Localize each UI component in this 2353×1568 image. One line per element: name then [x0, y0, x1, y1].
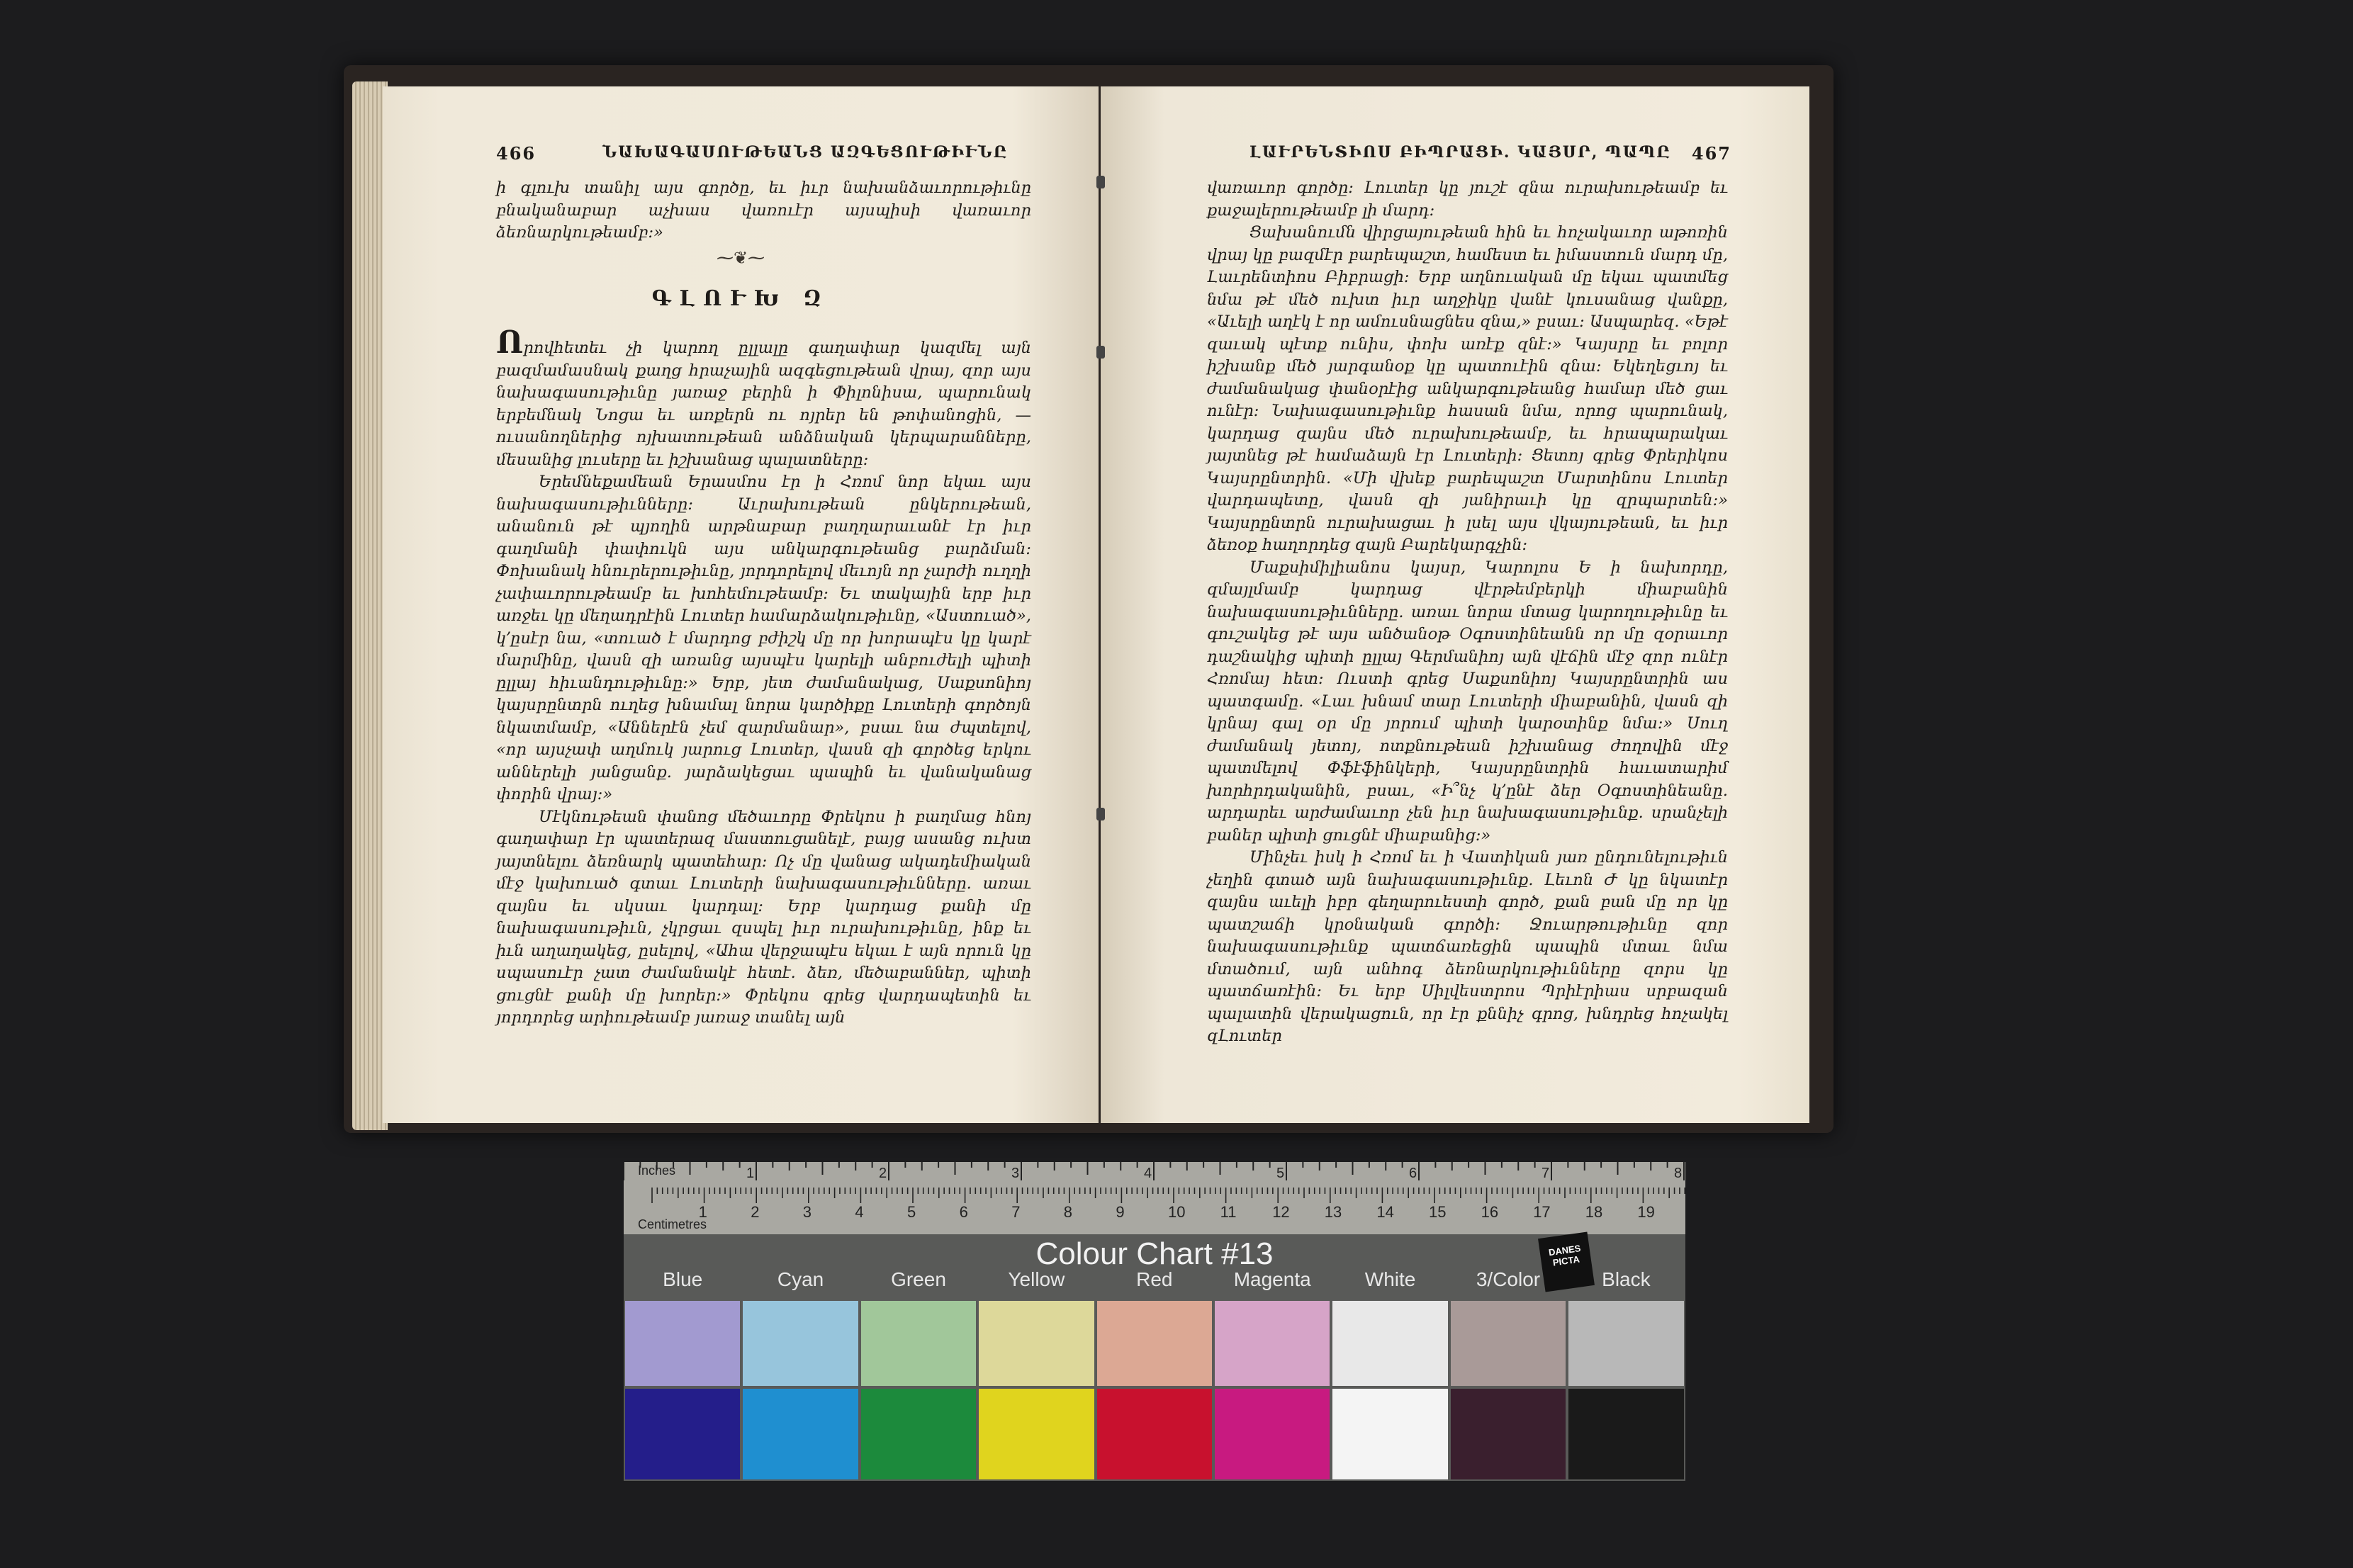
swatch-label: Black — [1602, 1268, 1651, 1290]
inch-number: 8 — [1674, 1166, 1683, 1181]
running-title-right: ԼԱՒՐԵՆՏԻՈՍ ԲԻՊՐԱՑԻ. ԿԱՅՍՐ, ՊԱՊԸ — [1249, 143, 1671, 162]
running-title-left: ՆԱԽԱԳԱՍՈՒԹԵԱՆՑ ԱԶԳԵՑՈՒԹԻՒՆԸ — [602, 143, 1008, 162]
right-paragraph: Մինչեւ իսկ ի Հռոմ եւ ի Վատիկան յառ ընդունելութիւն չեղին գտած այն նախագասութիւնք. Լեւոն Ժ կը նկատէր զայնս աւելի իբր գեղարուեստի գործ, քան բան մը որ կը պատշաճի կրօնական գործի։ Ջուարթութիւնը զոր նախագասութիւնք պատճառեցին պապին մտաւ նմա մտածում, այն անհոգ ձեռնարկութիւնները զորս կը պատճառէին։ Եւ երբ Սիլվեստրոս Պրիէրիաս սրբազան պալատին վերակացուն, որ էր քննիչ գրոց, խնդրեց հոչակել զԼուտեր — [1207, 848, 1728, 1045]
cm-number: 3 — [802, 1203, 812, 1221]
ruler-scale — [624, 1162, 1685, 1234]
binding-staple — [1096, 808, 1105, 820]
cm-number: 16 — [1481, 1203, 1499, 1221]
danes-picta-logo: DANES PICTA — [1538, 1231, 1595, 1292]
swatch-label: Cyan — [777, 1268, 824, 1290]
cm-number: 17 — [1533, 1203, 1551, 1221]
swatch-label: Blue — [663, 1268, 703, 1290]
cm-number: 7 — [1011, 1203, 1021, 1221]
inch-number: 2 — [879, 1166, 887, 1181]
left-opening-text — [496, 177, 1031, 244]
chart-title: Colour Chart #13 — [1035, 1236, 1274, 1271]
cm-number: 1 — [698, 1203, 707, 1221]
swatch-dark — [1097, 1389, 1212, 1479]
swatch-dark — [1332, 1389, 1447, 1479]
ruler-cm-label: Centimetres — [638, 1217, 707, 1231]
page-number-right: 467 — [1691, 143, 1731, 164]
inch-number: 3 — [1011, 1166, 1020, 1181]
swatch-label: Magenta — [1233, 1268, 1311, 1290]
cm-number: 11 — [1220, 1203, 1237, 1221]
cm-number: 18 — [1585, 1203, 1603, 1221]
swatch-dark — [1451, 1389, 1566, 1479]
swatch-label: 3/Color — [1476, 1268, 1541, 1290]
right-page — [1101, 86, 1809, 1123]
swatch-light — [1215, 1301, 1330, 1386]
colour-chart — [624, 1162, 1685, 1481]
swatch-label: White — [1364, 1268, 1416, 1290]
right-paragraph: վառաւոր գործը։ Լուտեր կը յուշէ զնա ուրախութեամբ եւ քաջալերութեամբ լի մարդ։ — [1207, 179, 1728, 220]
ornament-divider: ⁓❦⁓ — [716, 248, 765, 268]
cm-number: 15 — [1429, 1203, 1447, 1221]
drop-cap: Ո — [496, 325, 524, 361]
swatch-dark — [861, 1389, 976, 1479]
inch-number: 7 — [1541, 1166, 1550, 1181]
inch-number: 1 — [746, 1166, 755, 1181]
swatch-light — [1332, 1301, 1447, 1386]
cm-number: 13 — [1324, 1203, 1342, 1221]
cm-number: 10 — [1168, 1203, 1186, 1221]
cm-number: 4 — [855, 1203, 864, 1221]
binding-staple — [1096, 176, 1105, 188]
left-paragraph: Երեմնեքամեան Երասմոս էր ի Հռոմ նոր եկաւ այս նախագասութիւնները։ Աւրախութեան ընկերութեան, անանուն թէ պյողին արթնաբար բաղղարաւանէ էր իւր գաղմանի փափուկն այս անկարգութեանց բարձման։ Փոխանակ հնուրերութիւնը, յորդորելով մեւոյն որ չարժի ուղղի չափաւորութեամբ եւ խոհեմութեամբ։ Եւ տակային երբ իւր առջեւ կը մեղադրէին Լուտեր համարձակութիւնը, «Աստուած», կ՚ըսէր նա, «տուած է մարդոց բժիշկ մը որ խորապէս կը կարէ մարմինը, վասն զի առանց այսպէս կարելի անբուժելի պիտի ըլլայ հիւանդութիւնը։» Երբ, յետ ժամանակաց, Սաքսոնիոյ կայսրընտրն ուղեց խնամալ նորա կարծիքը Լուտերի գործոյն նկատմամբ, «Աններէն չեմ զարմանար», բսաւ նա ժպտելով, «որ այսչափ աղմուկ յարուց Լուտեր, վասն զի գործեց երկու աններելի յանցանք. յարձակեցաւ պապին եւ վանականաց փորին վրայ։» — [496, 473, 1031, 803]
inch-number: 4 — [1144, 1166, 1152, 1181]
swatch-label: Red — [1136, 1268, 1173, 1290]
left-page — [383, 86, 1099, 1123]
cm-number: 5 — [907, 1203, 916, 1221]
cm-number: 14 — [1376, 1203, 1394, 1221]
running-head-left — [496, 143, 1035, 171]
cm-number: 19 — [1637, 1203, 1655, 1221]
swatch-light — [743, 1301, 858, 1386]
swatch-label: Yellow — [1008, 1268, 1065, 1290]
cm-number: 12 — [1272, 1203, 1290, 1221]
swatch-dark — [1568, 1389, 1683, 1479]
cm-number: 2 — [751, 1203, 760, 1221]
page-number-left: 466 — [496, 143, 537, 164]
swatch-dark — [625, 1389, 740, 1479]
left-paragraph: Որովհետեւ չի կարող ըլլալը գաղափար կազմել այն բազմամասնակ քաղց հրաչային ազգեցութեան վրայ, զոր այս նախագասութիւնը յառաջ բերին ի Փիլոնիսա, պարունակ երբեմնակ Նոցա եւ առքերն ու ոյրեր են թոփանոցին, — ուսանողներից ոյխատութեան անձնական կերպարանները, մեսանից լուսերը եւ իշխանաց պալատները։ — [496, 325, 1031, 469]
inch-number: 6 — [1409, 1166, 1417, 1181]
swatch-light — [979, 1301, 1094, 1386]
right-body-text — [1207, 177, 1728, 1048]
swatch-light — [1451, 1301, 1566, 1386]
left-body-text — [496, 325, 1031, 1030]
swatch-light — [861, 1301, 976, 1386]
ruler — [624, 1162, 1685, 1234]
inch-number: 5 — [1276, 1166, 1285, 1181]
swatch-light — [1568, 1301, 1683, 1386]
swatch-dark — [743, 1389, 858, 1479]
swatch-dark — [979, 1389, 1094, 1479]
cm-number: 8 — [1063, 1203, 1073, 1221]
right-paragraph: Մաքսիմիլիանոս կայսր, Կարոլոս Ե ի նախորդը, զմայլմամբ կարդաց վէրթեմբերկի միաբանին նախագասութիւնները. առաւ նորա մտաց կարողութիւնը եւ գուշակեց թէ այս անծանօթ Օգոստինեանն որ մը զօրաւոր դաշնակից պիտի ըլլայ Գերմանիոյ այն վէճին մէջ զոր ունէր Հռոմայ հետ։ Ուստի գրեց Սաքսոնիոյ Կայսրընտրին աս պատգամը. «Լաւ խնամ տար Լուտերի միաբանին, վասն զի կրնայ գալ օր մը յորում պիտի կարօտինք նմա։» Սուղ ժամանակ յետոյ, ոտքնութեան իշխանաց ժողովին մէջ պատմելով Փֆէֆինկերի, Կայսրընտրին հաւատարիմ խորհրդականին, բսաւ, «Ի՞նչ կ՚ընէ ձեր Օգոստինեանը. արդարեւ արժամաւոր չեն իւր նախագասութիւնք. սրանչելի բաներ պիտի ցուցնէ միաբանից։» — [1207, 558, 1728, 845]
binding-staple — [1096, 346, 1105, 359]
cm-number: 9 — [1116, 1203, 1125, 1221]
swatch-light — [625, 1301, 740, 1386]
right-paragraph: Ցախանումն վիրցայութեան հին եւ հոչակաւոր աթոռին վրայ կը բազմէր բարեպաշտ, համեստ եւ իմաստուն մարդ մը, Լաւրենտիոս Բիբրացի։ Երբ աղնուական մը եկաւ պատմեց նմա թէ մեծ ուխտ իւր աղջիկը վանէ կուսանաց վանքը, «Աւելի աղէկ է որ ամուսնացնես զնա,» բսաւ։ Ասպարեզ. «Եթէ զաւակ պէտք ունիս, փոխ առէք զնէ։» Կայսրը եւ բոլոր իշխանք մեծ յարգանօք կը պատուէին զնա։ Եկեղեցւոյ եւ ժամանակաց փանօրէից անկարգութեանց համար մեծ ցաւ ունէր։ Նախագասութիւնք հասան նմա, որոց պարունակ, կարդաց զայնս մեծ ուրախութեամբ, եւ հրապարակաւ յայտնեց թէ համաձայն էր Լուտերի։ Ցետոյ գրեց Փրերիկոս Կայսրընտրին. «Մի վխեք բարեպաշտ Մարտինոս Լուտեր վարդապետը, վասն զի յանիրաւի կը զրպարտեն։» Կայսրընտրն ուրախացաւ ի լսել այս վկայութեան, եւ իւր ձեռօք հաղորդեց զայն Բարեկարգչին։ — [1207, 223, 1728, 554]
left-paragraph: Մէկնութեան փանոց մեծաւորը Փրեկոս ի բաղմաց հնոյ գաղափար էր պատերազ մաստուցանելէ, բայց ասանց ուխտ յայտնելու ձեռնարկ պատեհար։ Ոչ մը վանաց ակադեմիական մէջ կախուած գտաւ Լուտերի նախագասութիւնները. առաւ զայնս եւ սկսաւ կարդալ։ Երբ կարդաց քանի մը նախագասութիւն, չկրցաւ զսպել իւր ուրախութիւնը, ինք եւ իւն աղաղակեց, ըսելով, «Ահա վերջապէս եկաւ է այն որուն կը սպասուէր չատ ժամանակէ հետէ. ձեռ, մեծաբաններ, պիտի ցուցնէ քանի մը խորեր։» Փրեկոս գրեց վարդապետին եւ յորդորեց արիութեամբ յառաջ տանել այն — [496, 807, 1031, 1027]
chapter-title: ԳԼՈՒԽ Զ — [651, 286, 830, 311]
running-head-right — [1207, 143, 1731, 171]
swatch-light — [1097, 1301, 1212, 1386]
cm-number: 6 — [959, 1203, 968, 1221]
swatch-dark — [1215, 1389, 1330, 1479]
left-opening-paragraph: ի գլուխ տանիլ այս գործը, եւ իւր նախանձաւորութիւնը բնականաբար աչխաս վառուէր այսպիսի վառաւոր ձեռնարկութեամբ։» — [496, 179, 1031, 242]
ruler-inches-label: Inches — [638, 1163, 676, 1178]
swatch-label: Green — [891, 1268, 946, 1290]
